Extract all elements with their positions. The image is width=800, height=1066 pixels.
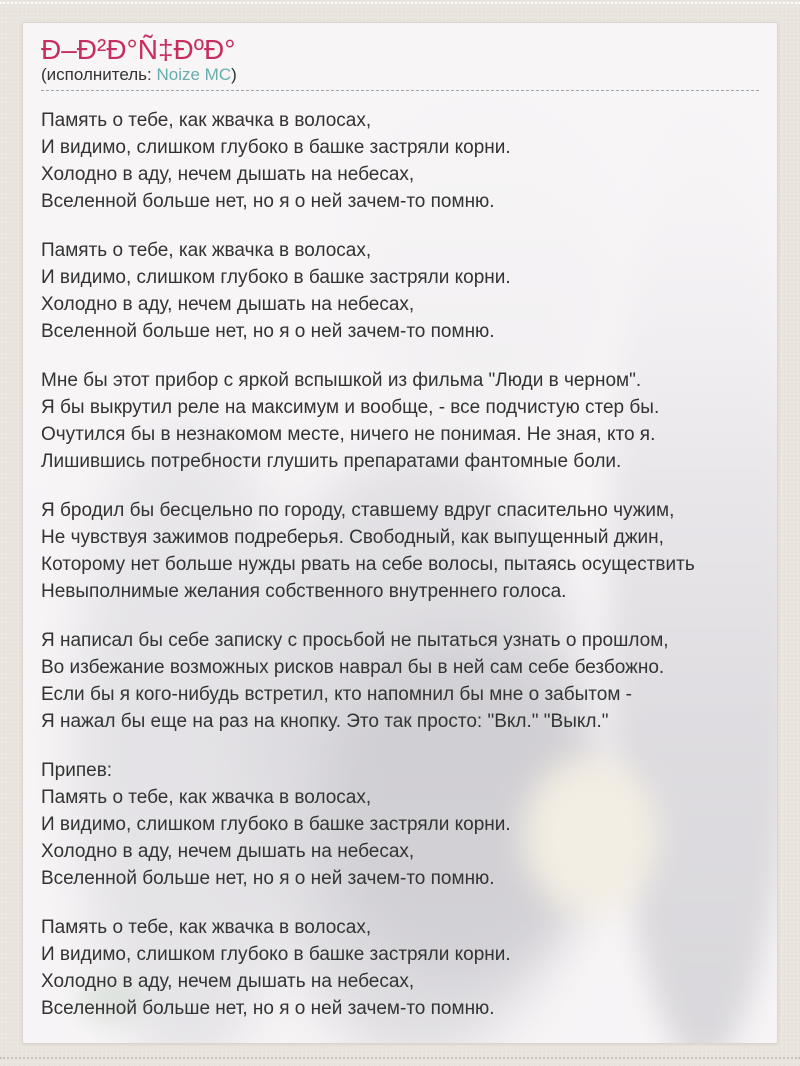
lyric-line: Память о тебе, как жвачка в волосах, [41, 110, 372, 131]
lyric-line: Невыполнимые желания собственного внутреннего голоса. [41, 581, 567, 602]
lyric-line: Я написал бы себе записку с просьбой не пытаться узнать о прошлом, [41, 630, 669, 651]
lyric-line: Холодно в аду, нечем дышать на небесах, [41, 294, 415, 315]
top-dotted-divider [0, 2, 800, 4]
lyric-line: И видимо, слишком глубоко в башке застряли корни. [41, 814, 511, 835]
lyric-line: Лишившись потребности глушить препаратами фантомные боли. [41, 451, 622, 472]
lyric-line: И видимо, слишком глубоко в башке застряли корни. [41, 944, 511, 965]
lyric-line: И видимо, слишком глубоко в башке застряли корни. [41, 267, 511, 288]
lyric-line: Которому нет больше нужды рвать на себе волосы, пытаясь осуществить [41, 554, 695, 575]
lyric-line: Припев: [41, 760, 113, 781]
lyric-line: Холодно в аду, нечем дышать на небесах, [41, 971, 415, 992]
lyric-line: Я бы выкрутил реле на максимум и вообще, - все подчистую стер бы. [41, 397, 660, 418]
lyric-line: Я нажал бы еще на раз на кнопку. Это так просто: "Вкл." "Выкл." [41, 711, 609, 732]
lyric-line: Холодно в аду, нечем дышать на небесах, [41, 841, 415, 862]
lyric-line: Память о тебе, как жвачка в волосах, [41, 917, 372, 938]
stanza [41, 914, 759, 1022]
lyric-line: Очутился бы в незнакомом месте, ничего не понимая. Не зная, кто я. [41, 424, 656, 445]
song-title: Ð–Ð²Ð°Ñ‡ÐºÐ° [41, 34, 236, 65]
lyric-line: Вселенной больше нет, но я о ней зачем-то помню. [41, 321, 495, 342]
performer-close-paren: ) [231, 65, 237, 84]
stanza [41, 237, 759, 345]
stanza [41, 497, 759, 605]
stanza [41, 107, 759, 215]
lyric-line: Холодно в аду, нечем дышать на небесах, [41, 164, 415, 185]
bottom-dotted-divider [0, 1057, 800, 1059]
performer-label: (исполнитель: [41, 65, 152, 84]
lyric-line: Вселенной больше нет, но я о ней зачем-то помню. [41, 998, 495, 1019]
card-content [23, 23, 777, 1022]
lyric-line: Память о тебе, как жвачка в волосах, [41, 787, 372, 808]
stanza [41, 367, 759, 475]
lyric-line: Я бродил бы бесцельно по городу, ставшему вдруг спасительно чужим, [41, 500, 675, 521]
lyrics [41, 107, 759, 1022]
lyric-line: Не чувствуя зажимов подреберья. Свободный, как выпущенный джин, [41, 527, 664, 548]
stanza [41, 757, 759, 892]
artist-link[interactable]: Noize MC [156, 65, 232, 84]
lyric-line: Вселенной больше нет, но я о ней зачем-то помню. [41, 868, 495, 889]
lyric-line: Память о тебе, как жвачка в волосах, [41, 240, 372, 261]
lyric-line: И видимо, слишком глубоко в башке застряли корни. [41, 137, 511, 158]
lyric-line: Мне бы этот прибор с яркой вспышкой из фильма "Люди в черном". [41, 370, 642, 391]
lyrics-card [22, 22, 778, 1044]
lyric-line: Во избежание возможных рисков наврал бы в ней сам себе безбожно. [41, 657, 665, 678]
performer-line [41, 65, 759, 91]
stanza [41, 627, 759, 735]
lyric-line: Вселенной больше нет, но я о ней зачем-то помню. [41, 191, 495, 212]
lyric-line: Если бы я кого-нибудь встретил, кто напомнил бы мне о забытом - [41, 684, 632, 705]
